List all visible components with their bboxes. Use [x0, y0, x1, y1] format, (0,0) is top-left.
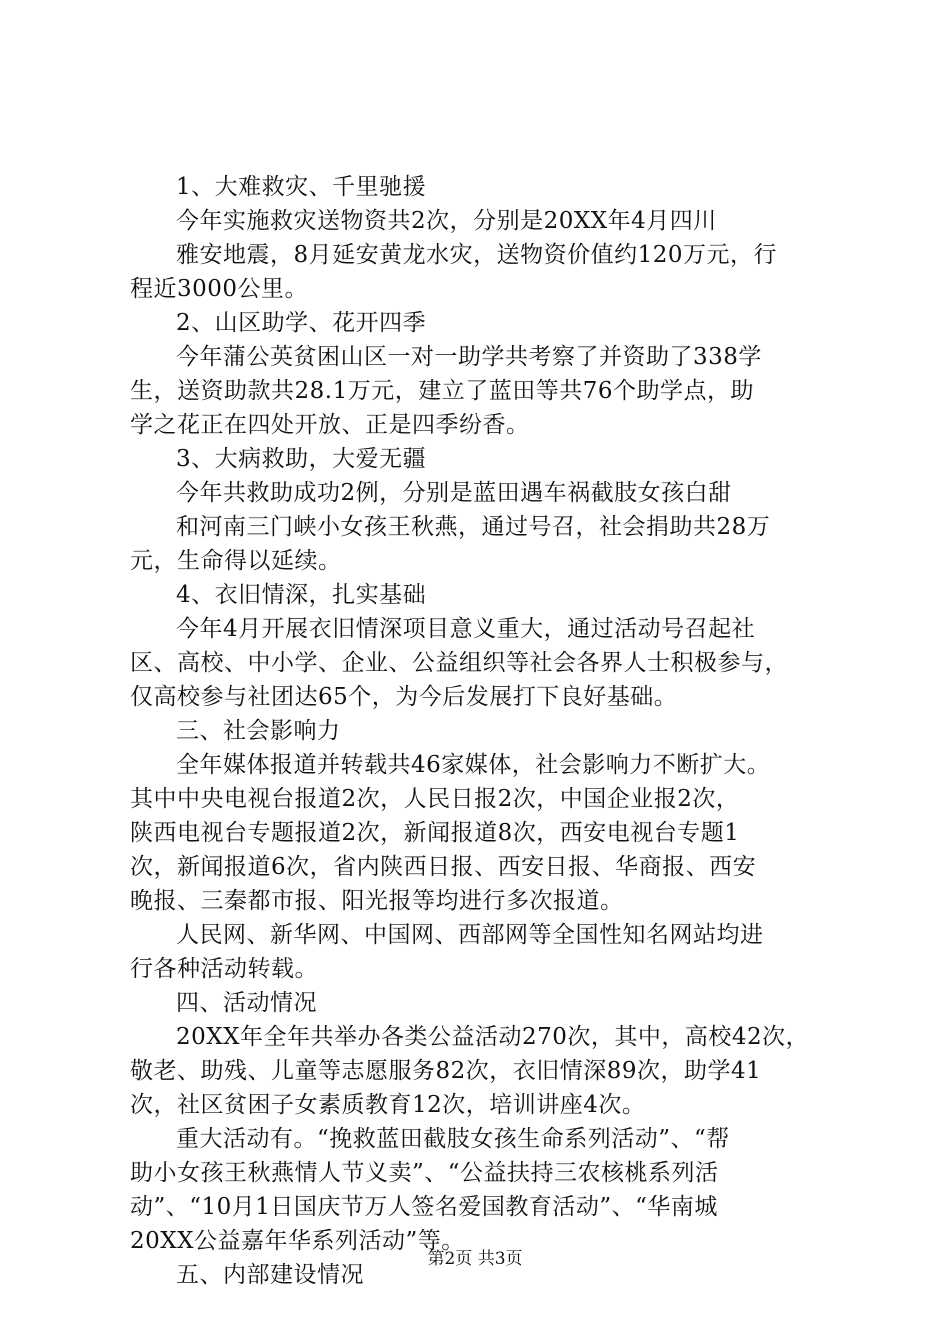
text-line: 人民网、新华网、中国网、西部网等全国性知名网站均进: [176, 922, 764, 948]
text-line: 和河南三门峡小女孩王秋燕，通过号召，社会捐助共28万: [176, 514, 771, 540]
text-line: 动”、“10月1日国庆节万人签名爱国教育活动”、“华南城: [130, 1194, 718, 1220]
text-line: 行各种活动转载。: [130, 956, 318, 982]
text-line: 五、内部建设情况: [176, 1262, 364, 1288]
text-line: 程近3000公里。: [130, 276, 309, 302]
text-line: 3、大病救助，大爱无疆: [176, 446, 427, 472]
text-line: 全年媒体报道并转载共46家媒体，社会影响力不断扩大。: [176, 752, 771, 778]
text-line: 4、衣旧情深，扎实基础: [176, 582, 427, 608]
text-line: 20XX年全年共举办各类公益活动270次，其中，高校42次，: [176, 1024, 810, 1050]
text-line: 元，生命得以延续。: [130, 548, 342, 574]
text-line: 今年蒲公英贫困山区一对一助学共考察了并资助了338学: [176, 344, 762, 370]
text-line: 今年4月开展衣旧情深项目意义重大，通过活动号召起社: [176, 616, 756, 642]
text-line: 晚报、三秦都市报、阳光报等均进行多次报道。: [130, 888, 624, 914]
text-line: 陕西电视台专题报道2次，新闻报道8次，西安电视台专题1: [130, 820, 740, 846]
text-line: 2、山区助学、花开四季: [176, 310, 427, 336]
text-line: 今年共救助成功2例，分别是蓝田遇车祸截肢女孩白甜: [176, 480, 732, 506]
text-line: 区、高校、中小学、企业、公益组织等社会各界人士积极参与，: [130, 650, 788, 676]
document-body: [130, 170, 835, 1292]
text-line: 次，新闻报道6次，省内陕西日报、西安日报、华商报、西安: [130, 854, 757, 880]
text-line: 助小女孩王秋燕情人节义卖”、“公益扶持三农核桃系列活: [130, 1160, 719, 1186]
text-line: 今年实施救灾送物资共2次，分别是20XX年4月四川: [176, 208, 717, 234]
text-line: 重大活动有。“挽救蓝田截肢女孩生命系列活动”、“帮: [176, 1126, 730, 1152]
text-line: 1、大难救灾、千里驰援: [176, 174, 427, 200]
text-line: 20XX公益嘉年华系列活动”等。: [130, 1228, 465, 1254]
text-line: 三、社会影响力: [176, 718, 341, 744]
page-footer: 第2页 共3页: [427, 1249, 523, 1269]
text-line: 雅安地震，8月延安黄龙水灾，送物资价值约120万元，行: [176, 242, 778, 268]
text-line: 仅高校参与社团达65个，为今后发展打下良好基础。: [130, 684, 678, 710]
text-line: 生，送资助款共28.1万元，建立了蓝田等共76个助学点，助: [130, 378, 754, 404]
text-line: 次，社区贫困子女素质教育12次，培训讲座4次。: [130, 1092, 646, 1118]
text-line: 四、活动情况: [176, 990, 317, 1016]
text-line: 学之花正在四处开放、正是四季纷香。: [130, 412, 530, 438]
text-line: 敬老、助残、儿童等志愿服务82次，衣旧情深89次，助学41: [130, 1058, 762, 1084]
text-line: 其中中央电视台报道2次，人民日报2次，中国企业报2次，: [130, 786, 740, 812]
